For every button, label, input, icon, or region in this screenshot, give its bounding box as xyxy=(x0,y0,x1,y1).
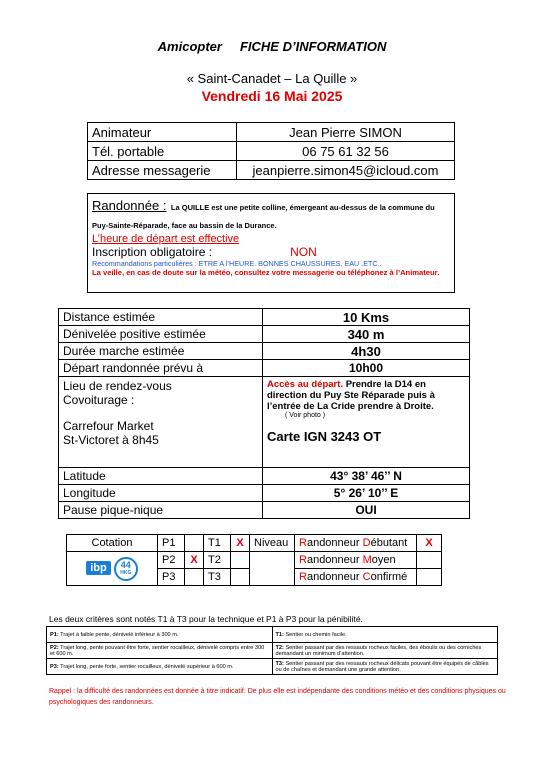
criteria-table xyxy=(46,626,498,675)
criteria-row xyxy=(47,659,498,675)
distance-value: 10 Kms xyxy=(263,309,470,326)
recommendations: Recommandations particulières : ETRE A l’HEURE. BONNES CHAUSSURES. EAU .ETC.. xyxy=(92,259,382,268)
acces-red: Accès au départ. xyxy=(267,379,344,390)
pause-label: Pause pique-nique xyxy=(59,502,263,519)
t3-description: T3: Sentier passant par des ressauts rocheux délicats pouvant être équipés de câbles ou de chaînes et demandant une grande attention. xyxy=(272,659,498,675)
doc-title: FICHE D’INFORMATION xyxy=(239,39,387,54)
inscription-label: Inscription obligatoire : xyxy=(92,245,213,259)
route-name: « Saint-Canadet – La Quille » xyxy=(186,71,358,86)
denivele-label: Dénivelée positive estimée xyxy=(59,326,263,343)
ibp-logo: ibp xyxy=(86,561,111,575)
t1-description: T1: Sentier ou chemin facile. xyxy=(272,627,498,643)
depart-label: Départ randonnée prévu à xyxy=(59,360,263,377)
info-row xyxy=(59,468,470,485)
pause-value: OUI xyxy=(263,502,470,519)
longitude-value: 5° 26’ 10’’ E xyxy=(263,485,470,502)
hike-date: Vendredi 16 Mai 2025 xyxy=(201,88,343,104)
contact-row xyxy=(88,123,455,142)
level-table xyxy=(66,534,442,586)
disclaimer: Rappel : la difficulté des randonnées est donnée à titre indicatif. De plus elle est indépendante des conditions météo et des conditions physiques ou psychologiques des randonneurs. xyxy=(49,688,506,706)
info-row xyxy=(59,502,470,519)
randonnee-label: Randonnée : xyxy=(92,198,167,213)
info-row xyxy=(59,343,470,360)
p1-cell: P1 xyxy=(158,535,185,552)
info-row xyxy=(59,360,470,377)
duree-value: 4h30 xyxy=(263,343,470,360)
info-row xyxy=(59,485,470,502)
t1-cell: T1 xyxy=(204,535,231,552)
carrefour-label: Carrefour Market xyxy=(63,419,154,433)
hike-info-table xyxy=(58,308,470,519)
animateur-label: Animateur xyxy=(88,123,237,142)
criteria-row xyxy=(47,627,498,643)
rdv-label: Lieu de rendez-vous xyxy=(63,379,172,393)
p1-description: P1: Trajet à faible pente, dénivelé inférieur à 300 m. xyxy=(47,627,273,643)
contact-table xyxy=(87,122,455,180)
rdv-cell xyxy=(59,377,263,468)
ibp-score-icon: 44 HKG xyxy=(114,557,138,581)
contact-row xyxy=(88,142,455,161)
voir-photo: ( Voir photo ) xyxy=(285,412,326,419)
acces-cell xyxy=(263,377,470,468)
document-title xyxy=(0,39,544,54)
distance-label: Distance estimée xyxy=(59,309,263,326)
cotation-label: Cotation xyxy=(67,535,158,552)
info-row xyxy=(59,309,470,326)
longitude-label: Longitude xyxy=(59,485,263,502)
info-row xyxy=(59,377,470,468)
email-label: Adresse messagerie xyxy=(88,161,237,180)
acces-text: Prendre la D14 en direction du Puy Ste Réparade puis à l’entrée de La Cride prendre à Droite. xyxy=(267,379,435,412)
level-row xyxy=(67,535,442,552)
level-confirme: Randonneur Confirmé xyxy=(295,569,417,586)
denivele-value: 340 m xyxy=(263,326,470,343)
animateur-value: Jean Pierre SIMON xyxy=(237,123,455,142)
tel-value: 06 75 61 32 56 xyxy=(237,142,455,161)
ibp-badge xyxy=(67,552,158,586)
t1-mark: X xyxy=(231,535,250,552)
carrefour-sub: St-Victoret à 8h45 xyxy=(63,433,159,447)
latitude-value: 43° 38’ 46’’ N xyxy=(263,468,470,485)
randonnee-box xyxy=(87,193,455,293)
t3-cell: T3 xyxy=(204,569,231,586)
p3-description: P3: Trajet long, pente forte, sentier rocailleux, dénivelé supérieur à 600 m. xyxy=(47,659,273,675)
p2-mark: X xyxy=(185,552,204,569)
tel-label: Tél. portable xyxy=(88,142,237,161)
level-row xyxy=(67,552,442,569)
t2-cell: T2 xyxy=(204,552,231,569)
niveau-label: Niveau xyxy=(250,535,295,552)
weather-notice: La veille, en cas de doute sur la météo, consultez votre messagerie ou téléphonez à l’Animateur. xyxy=(92,268,440,277)
depart-value: 10h00 xyxy=(263,360,470,377)
debutant-mark: X xyxy=(417,535,442,552)
t2-description: T2: Sentier passant par des ressauts rocheux faciles, des éboulis ou des corniches demandant un minimum d’attention. xyxy=(272,643,498,659)
p3-cell: P3 xyxy=(158,569,185,586)
level-debutant: Randonneur Débutant xyxy=(295,535,417,552)
carte-ign: Carte IGN 3243 OT xyxy=(267,429,382,444)
p2-cell: P2 xyxy=(158,552,185,569)
p2-description: P2: Trajet long, pente pouvant être forte, sentier rocailleux, dénivelé compris entre 300 et 600 m. xyxy=(47,643,273,659)
email-value[interactable]: jeanpierre.simon45@icloud.com xyxy=(237,161,455,180)
latitude-label: Latitude xyxy=(59,468,263,485)
inscription-value: NON xyxy=(290,245,317,259)
departure-warning: L’heure de départ est effective xyxy=(92,233,240,245)
info-row xyxy=(59,326,470,343)
club-name: Amicopter xyxy=(157,39,222,54)
covoit-label: Covoiturage : xyxy=(63,393,135,407)
duree-label: Durée marche estimée xyxy=(59,343,263,360)
criteria-intro: Les deux critères sont notés T1 à T3 pour la technique et P1 à P3 pour la pénibilité. xyxy=(49,614,363,624)
contact-row xyxy=(88,161,455,180)
criteria-row xyxy=(47,643,498,659)
randonnee-description: La QUILLE est une petite colline, émergeant au-dessus de la commune du Puy-Sainte-Réparade, face au bassin de la Durance. xyxy=(92,203,435,230)
level-moyen: Randonneur Moyen xyxy=(295,552,417,569)
